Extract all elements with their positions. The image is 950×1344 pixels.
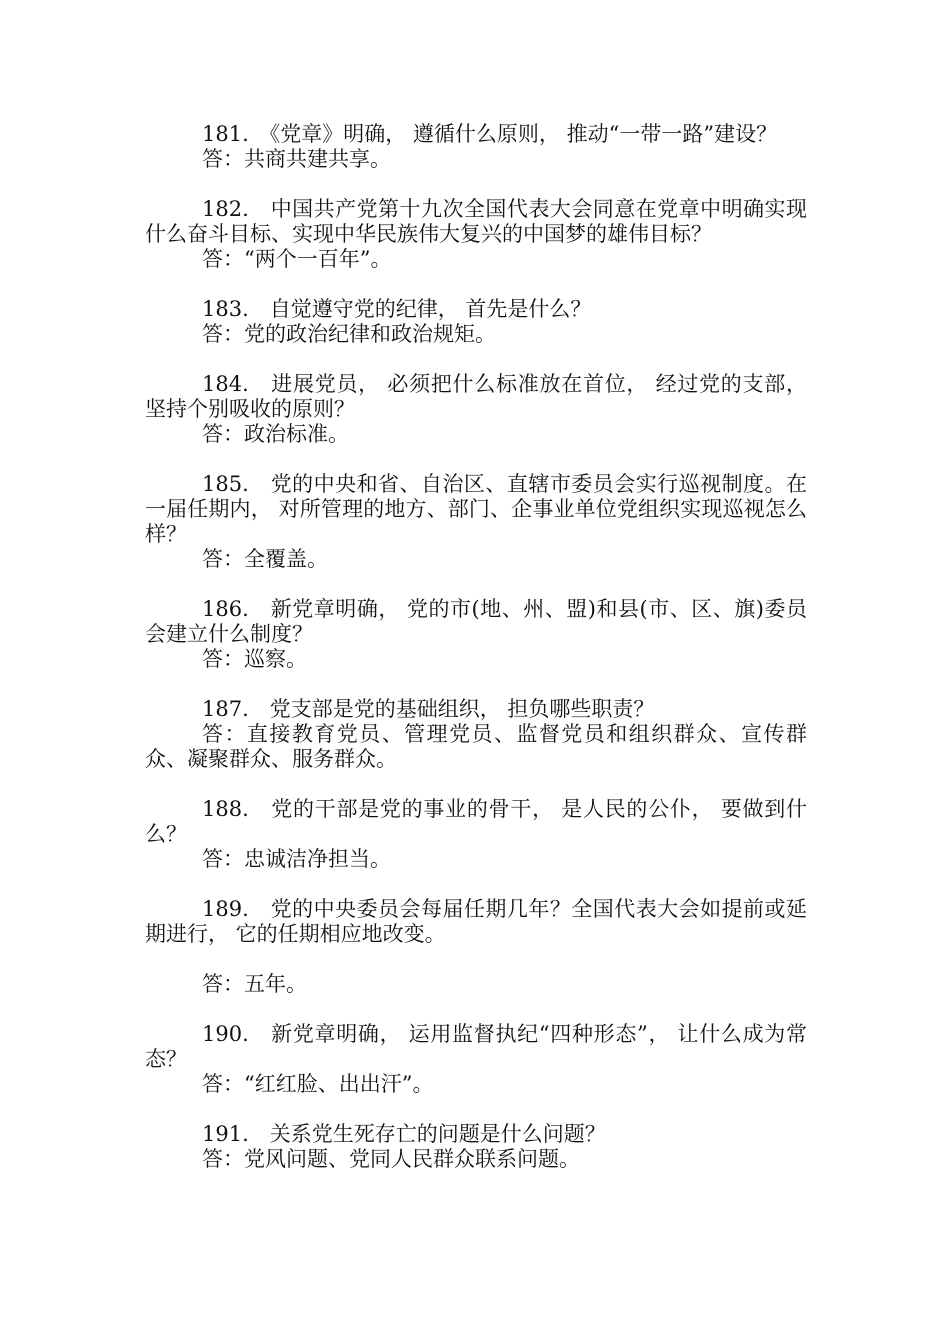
qa-item-191 <box>145 1122 807 1172</box>
question-text: 190. 新党章明确， 运用监督执纪“四种形态”， 让什么成为常态？ <box>145 1022 807 1071</box>
question-text: 181. 《党章》明确， 遵循什么原则， 推动“一带一路”建设？ <box>202 122 778 146</box>
answer-text: 答：直接教育党员、管理党员、监督党员和组织群众、宣传群众、凝聚群众、服务群众。 <box>145 722 807 771</box>
answer-text: 答：党风问题、党同人民群众联系问题。 <box>202 1147 580 1171</box>
qa-item-185 <box>145 472 807 572</box>
qa-item-186 <box>145 597 807 672</box>
question-text: 187. 党支部是党的基础组织， 担负哪些职责？ <box>202 697 655 721</box>
answer-text: 答：忠诚洁净担当。 <box>202 847 391 871</box>
qa-item-189 <box>145 897 807 997</box>
question-text: 189. 党的中央委员会每届任期几年？全国代表大会如提前或延期进行， 它的任期相应地改变。 <box>145 897 807 946</box>
question-text: 186. 新党章明确， 党的市(地、州、盟)和县(市、区、旗)委员会建立什么制度？ <box>145 597 807 646</box>
answer-text: 答：五年。 <box>202 972 307 996</box>
answer-text: 答：“两个一百年”。 <box>202 247 392 271</box>
answer-text: 答：党的政治纪律和政治规矩。 <box>202 322 496 346</box>
qa-item-182 <box>145 197 807 272</box>
question-text: 191. 关系党生死存亡的问题是什么问题？ <box>202 1122 606 1146</box>
question-text: 185. 党的中央和省、自治区、直辖市委员会实行巡视制度。在一届任期内， 对所管理的地方、部门、企事业单位党组织实现巡视怎么样？ <box>145 472 807 546</box>
answer-text: 答：共商共建共享。 <box>202 147 391 171</box>
qa-item-190 <box>145 1022 807 1097</box>
question-text: 184. 进展党员， 必须把什么标准放在首位， 经过党的支部， 坚持个别吸收的原则？ <box>145 372 807 421</box>
qa-item-181 <box>145 122 807 172</box>
question-text: 183. 自觉遵守党的纪律， 首先是什么？ <box>202 297 592 321</box>
question-text: 182. 中国共产党第十九次全国代表大会同意在党章中明确实现什么奋斗目标、实现中华民族伟大复兴的中国梦的雄伟目标？ <box>145 197 807 246</box>
qa-item-183 <box>145 297 807 347</box>
answer-text: 答：“红红脸、出出汗”。 <box>202 1072 434 1096</box>
answer-text: 答：巡察。 <box>202 647 307 671</box>
answer-text: 答：全覆盖。 <box>202 547 328 571</box>
qa-item-187 <box>145 697 807 772</box>
qa-item-188 <box>145 797 807 872</box>
question-text: 188. 党的干部是党的事业的骨干， 是人民的公仆， 要做到什么？ <box>145 797 807 846</box>
answer-text: 答：政治标准。 <box>202 422 349 446</box>
qa-item-184 <box>145 372 807 447</box>
document-page <box>145 122 807 1197</box>
